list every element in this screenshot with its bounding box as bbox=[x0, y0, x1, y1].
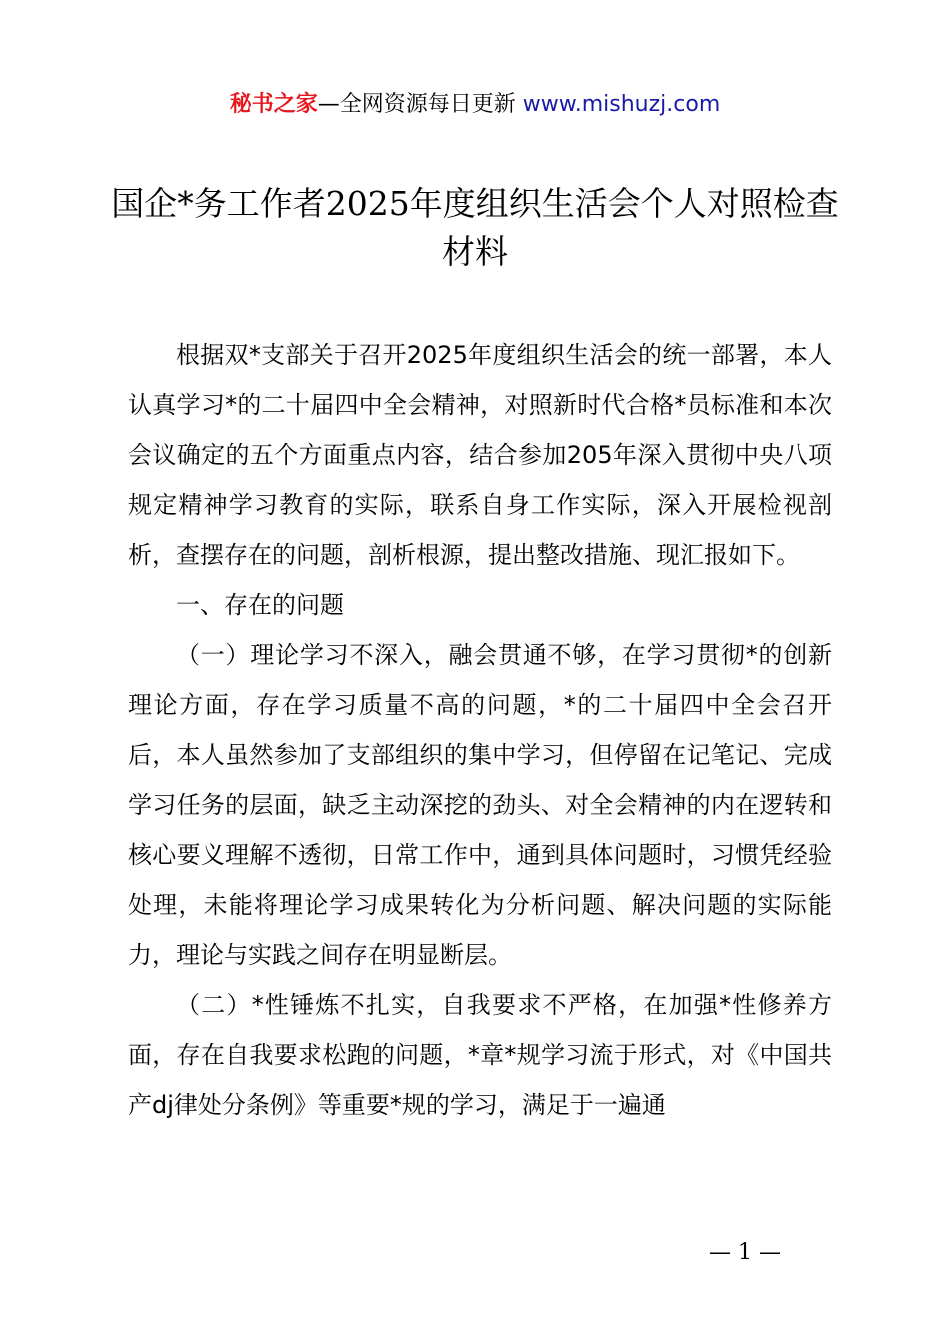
brand-name: 秘书之家 bbox=[229, 92, 318, 117]
site-url-link[interactable]: www.mishuzj.com bbox=[522, 92, 721, 117]
problem-paragraph-2: （二）*性锤炼不扎实，自我要求不严格，在加强*性修养方面，存在自我要求松跑的问题，*章*规学习流于形式，对《中国共产dj律处分条例》等重要*规的学习，满足于一遍通 bbox=[128, 991, 832, 1119]
document-title: 国企*务工作者2025年度组织生活会个人对照检查材料 bbox=[111, 184, 839, 271]
section-heading-problems: 一、存在的问题 bbox=[176, 591, 344, 619]
problem-paragraph-1: （一）理论学习不深入，融会贯通不够，在学习贯彻*的创新理论方面，存在学习质量不高的问题，*的二十届四中全会召开后，本人虽然参加了支部组织的集中学习，但停留在记笔记、完成学习任务的层面，缺乏主动深挖的劲头、对全会精神的内在逻转和核心要义理解不透彻，日常工作中，通到具体问题时，习惯凭经验处理，未能将理论学习成果转化为分析问题、解决问题的实际能力，理论与实践之间存在明显断层。 bbox=[128, 641, 832, 969]
document-body bbox=[128, 330, 832, 1130]
intro-paragraph: 根据双*支部关于召开2025年度组织生活会的统一部署，本人认真学习*的二十届四中全会精神，对照新时代合格*员标准和本次会议确定的五个方面重点内容，结合参加205年深入贯彻中央八项规定精神学习教育的实际，联系自身工作实际，深入开展检视剖析，查摆存在的问题，剖析根源，提出整改措施、现汇报如下。 bbox=[128, 341, 832, 569]
page-number: — 1 — bbox=[709, 1240, 781, 1265]
site-header bbox=[0, 88, 950, 122]
header-tagline: —全网资源每日更新 bbox=[317, 92, 523, 117]
